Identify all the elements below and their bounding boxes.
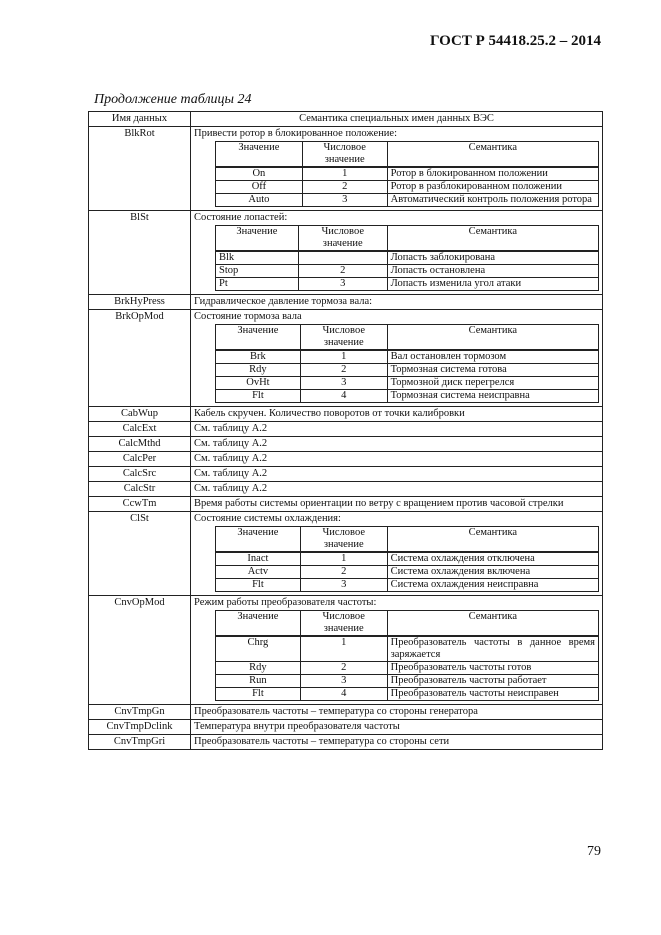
semantics-table (88, 111, 603, 750)
semantics-cell (191, 482, 603, 497)
numeric-value-cell: 2 (302, 181, 387, 194)
value-cell: Auto (216, 194, 303, 207)
numeric-value-cell: 1 (300, 350, 387, 364)
value-semantics-cell: Лопасть заблокирована (387, 251, 598, 265)
semantics-text: См. таблицу А.2 (194, 453, 268, 464)
data-name-cell: CalcMthd (89, 437, 191, 452)
semantics-cell (191, 512, 603, 596)
numeric-value-cell: 3 (300, 579, 387, 592)
data-name-cell: CalcSrc (89, 467, 191, 482)
value-cell: Brk (216, 350, 301, 364)
subtable-header: Числовое значение (298, 226, 387, 252)
subtable-header: Значение (216, 611, 301, 637)
numeric-value-cell: 1 (300, 636, 387, 662)
table-row (89, 452, 603, 467)
numeric-value-cell: 4 (300, 390, 387, 403)
table-row (89, 720, 603, 735)
subtable-header: Семантика (387, 611, 598, 637)
semantics-cell (191, 467, 603, 482)
semantics-cell (191, 497, 603, 512)
semantics-cell (191, 127, 603, 211)
column-header-name: Имя данных (89, 112, 191, 127)
semantics-cell (191, 720, 603, 735)
subtable-row (216, 181, 599, 194)
subtable-row (216, 251, 599, 265)
subtable-header: Числовое значение (300, 611, 387, 637)
numeric-value-cell: 1 (300, 552, 387, 566)
numeric-value-cell: 3 (302, 194, 387, 207)
value-cell: Off (216, 181, 303, 194)
value-cell: Blk (216, 251, 299, 265)
semantics-cell (191, 310, 603, 407)
values-subtable (215, 324, 599, 403)
data-name-cell: CnvOpMod (89, 596, 191, 705)
subtable-row (216, 364, 599, 377)
value-cell: On (216, 167, 303, 181)
numeric-value-cell: 3 (298, 278, 387, 291)
subtable-row (216, 194, 599, 207)
semantics-cell (191, 437, 603, 452)
semantics-text: См. таблицу А.2 (194, 483, 268, 494)
semantics-text: См. таблицу А.2 (194, 438, 268, 449)
subtable-row (216, 350, 599, 364)
table-row (89, 437, 603, 452)
semantics-text: Режим работы преобразователя частоты: (194, 597, 377, 608)
subtable-header: Значение (216, 527, 301, 553)
data-name-cell: CalcExt (89, 422, 191, 437)
semantics-text: Состояние тормоза вала (194, 311, 302, 322)
value-semantics-cell: Ротор в блокированном положении (387, 167, 598, 181)
value-semantics-cell: Преобразователь частоты готов (387, 662, 598, 675)
value-semantics-cell: Система охлаждения отключена (387, 552, 598, 566)
data-name-cell: CnvTmpGn (89, 705, 191, 720)
data-name-cell: CabWup (89, 407, 191, 422)
subtable-row (216, 377, 599, 390)
table-row (89, 422, 603, 437)
value-semantics-cell: Преобразователь частоты в данное время заряжается (387, 636, 598, 662)
subtable-row (216, 278, 599, 291)
data-name-cell: CnvTmpDclink (89, 720, 191, 735)
semantics-text: Гидравлическое давление тормоза вала: (194, 296, 373, 307)
value-cell: Pt (216, 278, 299, 291)
semantics-cell (191, 422, 603, 437)
subtable-row (216, 579, 599, 592)
values-subtable (215, 141, 599, 207)
semantics-text: Преобразователь частоты – температура со стороны сети (194, 736, 450, 747)
value-semantics-cell: Система охлаждения неисправна (387, 579, 598, 592)
value-cell: Stop (216, 265, 299, 278)
value-cell: Run (216, 675, 301, 688)
value-semantics-cell: Преобразователь частоты работает (387, 675, 598, 688)
table-row (89, 596, 603, 705)
numeric-value-cell: 4 (300, 688, 387, 701)
page-number: 79 (587, 844, 601, 859)
subtable-row (216, 688, 599, 701)
subtable-row (216, 390, 599, 403)
value-semantics-cell: Тормозная система неисправна (387, 390, 598, 403)
table-row (89, 735, 603, 750)
table-row (89, 407, 603, 422)
subtable-header: Значение (216, 325, 301, 351)
semantics-cell (191, 735, 603, 750)
subtable-row (216, 662, 599, 675)
value-semantics-cell: Тормозная система готова (387, 364, 598, 377)
value-semantics-cell: Автоматический контроль положения ротора (387, 194, 598, 207)
value-cell: Inact (216, 552, 301, 566)
subtable-header: Числовое значение (302, 142, 387, 168)
semantics-cell (191, 452, 603, 467)
value-semantics-cell: Система охлаждения включена (387, 566, 598, 579)
value-cell: Actv (216, 566, 301, 579)
table-row (89, 482, 603, 497)
value-cell: Chrg (216, 636, 301, 662)
table-row (89, 467, 603, 482)
semantics-text: Время работы системы ориентации по ветру с вращением против часовой стрелки (194, 498, 564, 509)
subtable-header: Значение (216, 226, 299, 252)
numeric-value-cell: 2 (298, 265, 387, 278)
subtable-header: Семантика (387, 527, 598, 553)
value-cell: Flt (216, 579, 301, 592)
subtable-header: Значение (216, 142, 303, 168)
value-semantics-cell: Вал остановлен тормозом (387, 350, 598, 364)
semantics-text: См. таблицу А.2 (194, 468, 268, 479)
subtable-row (216, 265, 599, 278)
data-name-cell: BlkRot (89, 127, 191, 211)
table-row (89, 127, 603, 211)
semantics-text: Состояние лопастей: (194, 212, 288, 223)
numeric-value-cell (298, 251, 387, 265)
numeric-value-cell: 2 (300, 662, 387, 675)
table-row (89, 497, 603, 512)
data-name-cell: BrkOpMod (89, 310, 191, 407)
data-name-cell: CcwTm (89, 497, 191, 512)
semantics-cell (191, 407, 603, 422)
subtable-row (216, 636, 599, 662)
values-subtable (215, 526, 599, 592)
subtable-header: Числовое значение (300, 325, 387, 351)
subtable-header: Семантика (387, 142, 598, 168)
semantics-cell (191, 295, 603, 310)
subtable-row (216, 675, 599, 688)
value-cell: OvHt (216, 377, 301, 390)
subtable-row (216, 167, 599, 181)
subtable-header: Числовое значение (300, 527, 387, 553)
data-name-cell: BlSt (89, 211, 191, 295)
table-row (89, 310, 603, 407)
value-semantics-cell: Ротор в разблокированном положении (387, 181, 598, 194)
values-subtable (215, 610, 599, 701)
semantics-cell (191, 211, 603, 295)
numeric-value-cell: 2 (300, 364, 387, 377)
value-cell: Rdy (216, 662, 301, 675)
data-name-cell: CalcStr (89, 482, 191, 497)
table-row (89, 295, 603, 310)
data-name-cell: ClSt (89, 512, 191, 596)
table-caption: Продолжение таблицы 24 (94, 92, 252, 107)
value-cell: Flt (216, 390, 301, 403)
data-name-cell: CnvTmpGri (89, 735, 191, 750)
subtable-header: Семантика (387, 325, 598, 351)
table-row (89, 512, 603, 596)
value-semantics-cell: Лопасть изменила угол атаки (387, 278, 598, 291)
semantics-text: Кабель скручен. Количество поворотов от точки калибровки (194, 408, 465, 419)
numeric-value-cell: 3 (300, 675, 387, 688)
semantics-text: См. таблицу А.2 (194, 423, 268, 434)
table-row (89, 705, 603, 720)
subtable-header: Семантика (387, 226, 598, 252)
subtable-row (216, 566, 599, 579)
numeric-value-cell: 3 (300, 377, 387, 390)
values-subtable (215, 225, 599, 291)
numeric-value-cell: 1 (302, 167, 387, 181)
column-header-semantics: Семантика специальных имен данных ВЭС (191, 112, 603, 127)
value-cell: Rdy (216, 364, 301, 377)
table-row (89, 211, 603, 295)
data-name-cell: BrkHyPress (89, 295, 191, 310)
semantics-text: Температура внутри преобразователя частоты (194, 721, 400, 732)
semantics-text: Привести ротор в блокированное положение: (194, 128, 398, 139)
subtable-row (216, 552, 599, 566)
value-semantics-cell: Преобразователь частоты неисправен (387, 688, 598, 701)
value-cell: Flt (216, 688, 301, 701)
data-name-cell: CalcPer (89, 452, 191, 467)
value-semantics-cell: Тормозной диск перегрелся (387, 377, 598, 390)
semantics-text: Преобразователь частоты – температура со стороны генератора (194, 706, 478, 717)
semantics-cell (191, 596, 603, 705)
numeric-value-cell: 2 (300, 566, 387, 579)
value-semantics-cell: Лопасть остановлена (387, 265, 598, 278)
semantics-text: Состояние системы охлаждения: (194, 513, 341, 524)
semantics-cell (191, 705, 603, 720)
page-header: ГОСТ Р 54418.25.2 – 2014 (429, 33, 601, 49)
